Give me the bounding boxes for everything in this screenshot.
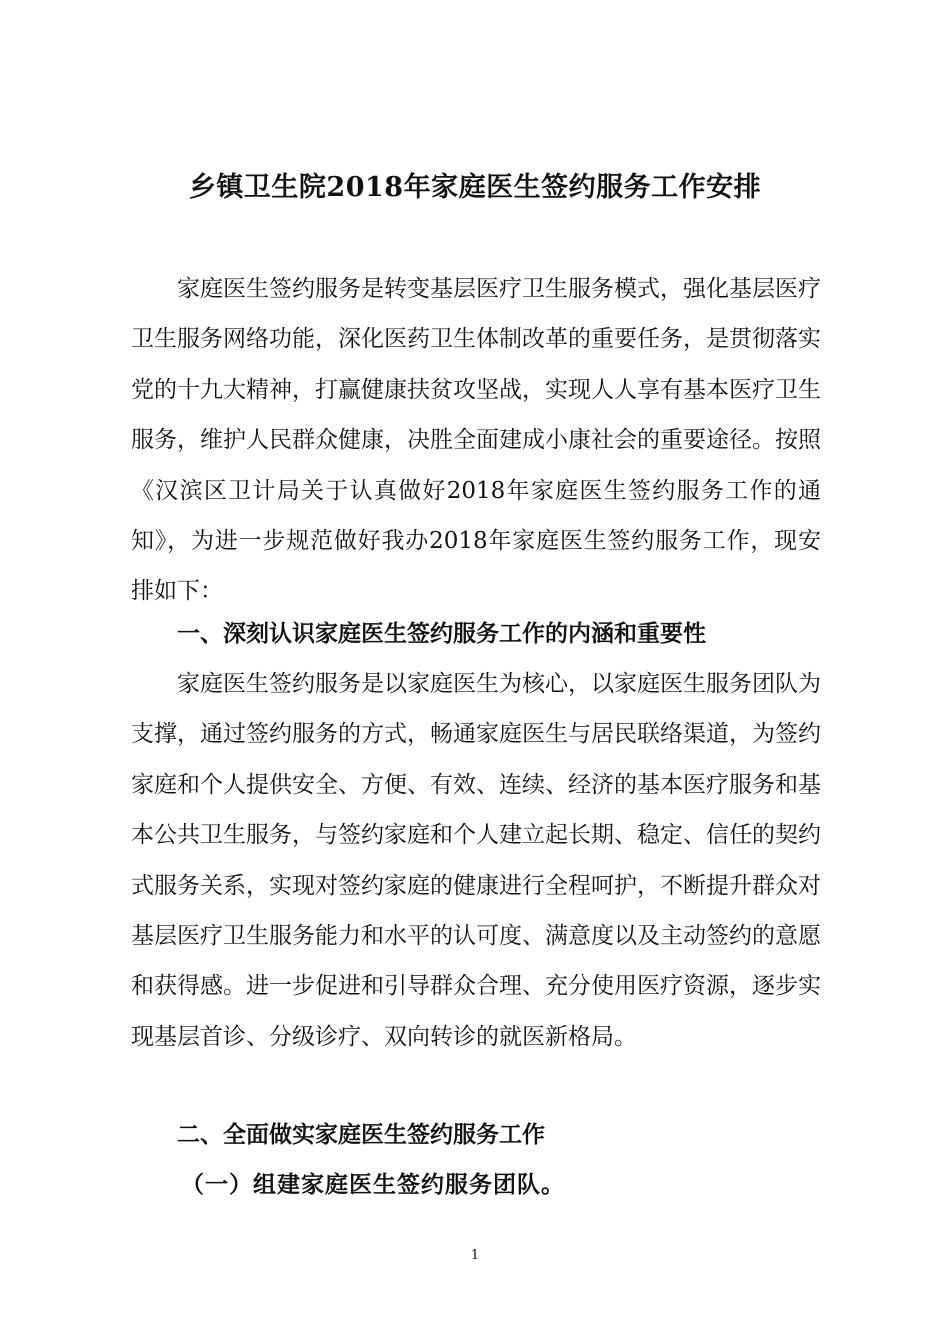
document-title: 乡镇卫生院2018年家庭医生签约服务工作安排 bbox=[188, 172, 762, 203]
subsection-heading-1: （一）组建家庭医生签约服务团队。 bbox=[181, 1171, 565, 1198]
section-heading-1: 一、深刻认识家庭医生签约服务工作的内涵和重要性 bbox=[177, 620, 706, 647]
intro-paragraph: 家庭医生签约服务是转变基层医疗卫生服务模式，强化基层医疗卫生服务网络功能，深化医药卫生体制改革的重要任务，是贯彻落实党的十九大精神，打赢健康扶贫攻坚战，实现人人享有基本医疗卫生服务，维护人民群众健康，决胜全面建成小康社会的重要途径。按照《汉滨区卫计局关于认真做好2018年家庭医生签约服务工作的通知》，为进一步规范做好我办2018年家庭医生签约服务工作，现安排如下： bbox=[131, 276, 821, 605]
section-1-paragraph: 家庭医生签约服务是以家庭医生为核心，以家庭医生服务团队为支撑，通过签约服务的方式，畅通家庭医生与居民联络渠道，为签约家庭和个人提供安全、方便、有效、连续、经济的基本医疗服务和基本公共卫生服务，与签约家庭和个人建立起长期、稳定、信任的契约式服务关系，实现对签约家庭的健康进行全程呵护，不断提升群众对基层医疗卫生服务能力和水平的认可度、满意度以及主动签约的意愿和获得感。进一步促进和引导群众合理、充分使用医疗资源，逐步实现基层首诊、分级诊疗、双向转诊的就医新格局。 bbox=[131, 671, 821, 1050]
section-heading-2: 二、全面做实家庭医生签约服务工作 bbox=[177, 1121, 545, 1148]
page-number: 1 bbox=[470, 1248, 480, 1263]
